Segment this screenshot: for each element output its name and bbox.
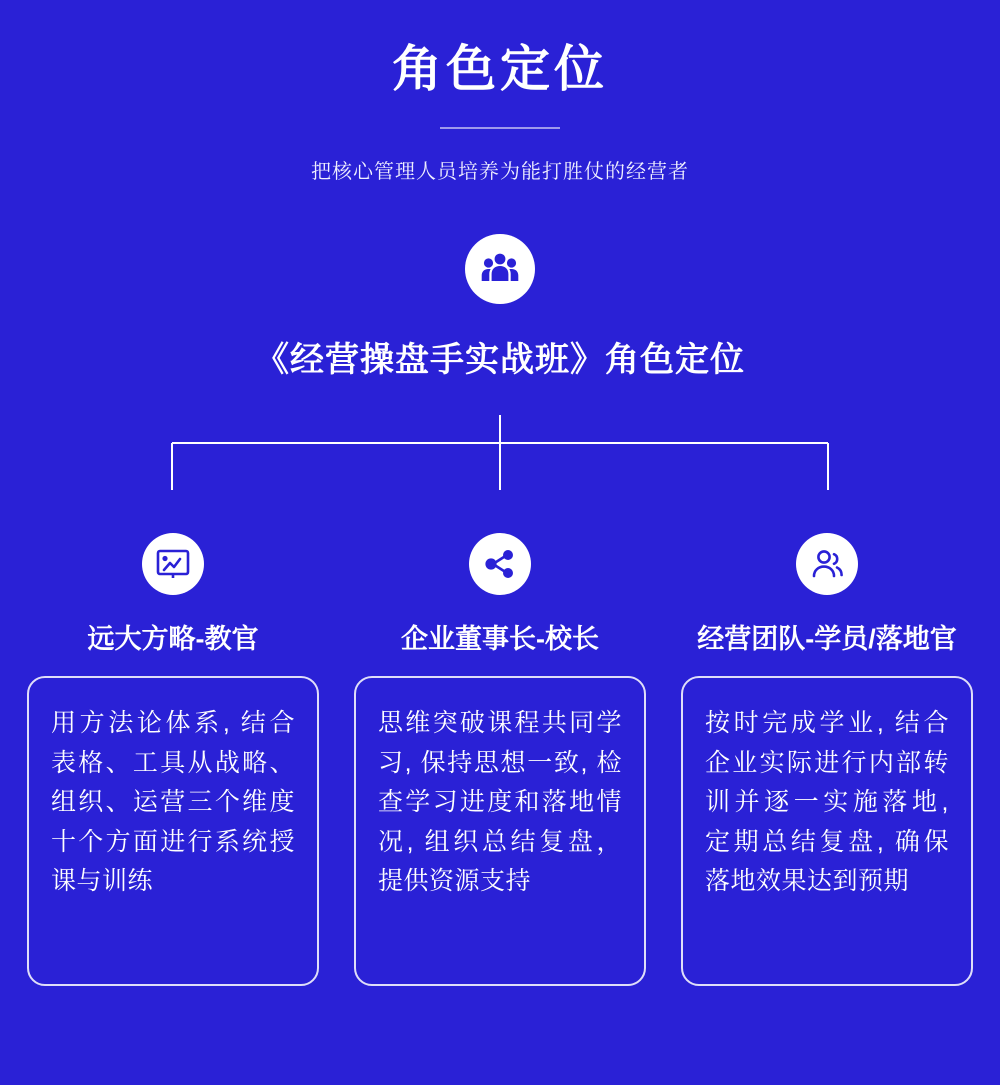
header xyxy=(0,0,1000,184)
role-columns xyxy=(0,533,1000,986)
role-card-3: 按时完成学业, 结合企业实际进行内部转训并逐一实施落地, 定期总结复盘, 确保落地效果达到预期 xyxy=(681,676,973,986)
group-people-icon xyxy=(465,234,535,304)
page-title: 角色定位 xyxy=(392,41,608,97)
role-title-1: 远大方略-教官 xyxy=(87,624,259,654)
role-column-2 xyxy=(345,533,655,986)
presentation-chart-icon xyxy=(142,533,204,595)
title-divider xyxy=(440,127,560,129)
page-subtitle: 把核心管理人员培养为能打胜仗的经营者 xyxy=(311,161,689,183)
share-network-icon xyxy=(469,533,531,595)
connector-lines xyxy=(0,415,1000,535)
role-column-3 xyxy=(672,533,982,986)
user-group-icon xyxy=(796,533,858,595)
role-title-2: 企业董事长-校长 xyxy=(401,624,599,654)
role-card-2: 思维突破课程共同学习, 保持思想一致, 检查学习进度和落地情况, 组织总结复盘，提供资源支持 xyxy=(354,676,646,986)
role-column-1 xyxy=(18,533,328,986)
root-label: 《经营操盘手实战班》角色定位 xyxy=(255,341,745,379)
role-title-3: 经营团队-学员/落地官 xyxy=(697,624,957,654)
root-node xyxy=(0,234,1000,381)
role-card-1: 用方法论体系, 结合表格、工具从战略、组织、运营三个维度十个方面进行系统授课与训练 xyxy=(27,676,319,986)
